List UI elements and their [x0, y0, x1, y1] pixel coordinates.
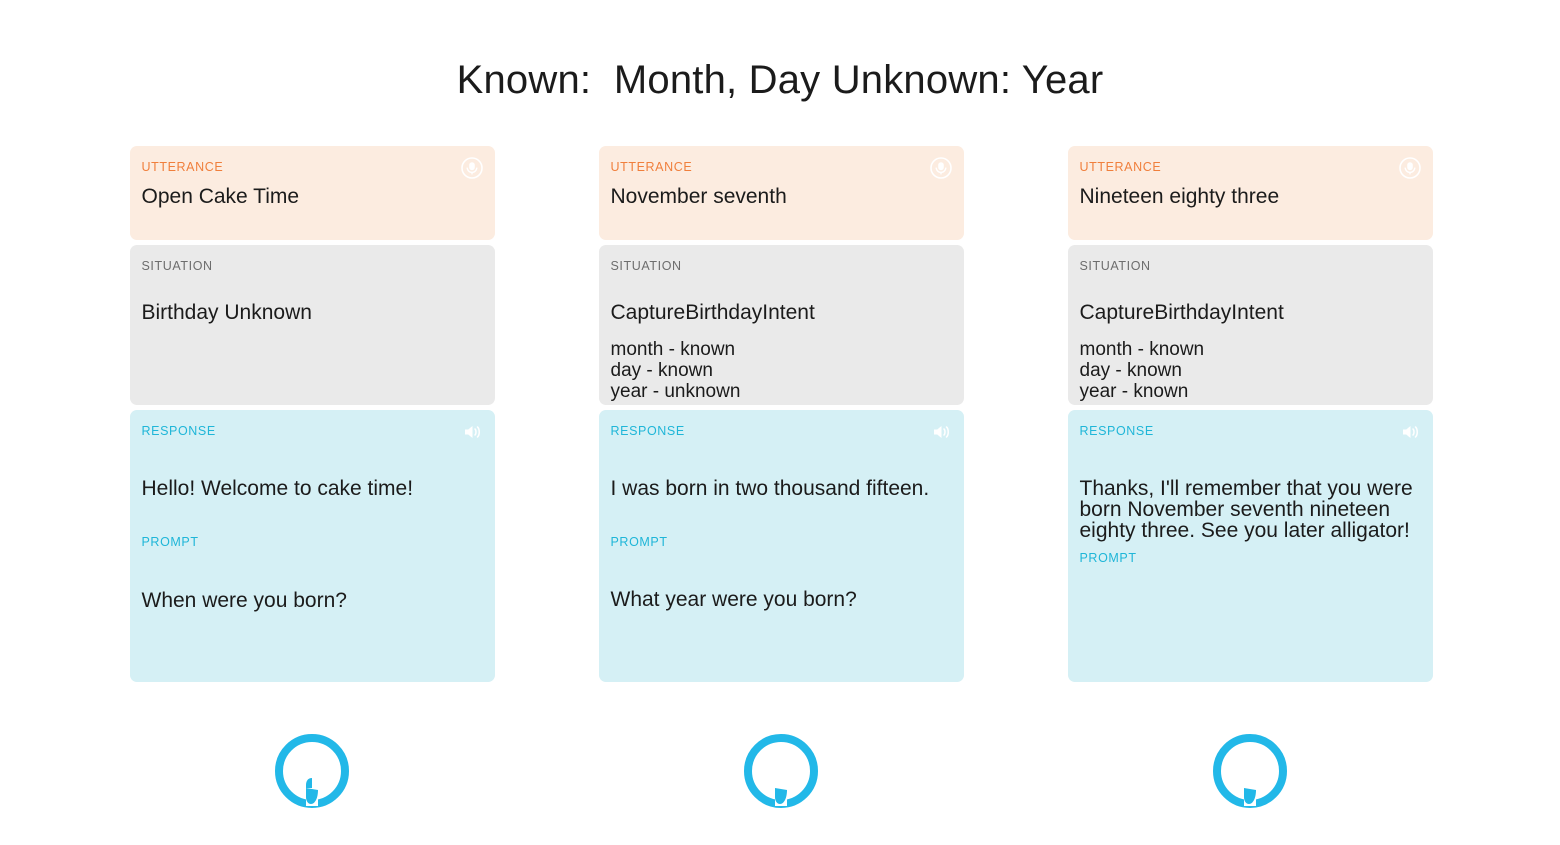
situation-label: SITUATION [610, 259, 682, 273]
mic-circle-icon [461, 157, 483, 179]
alexa-ring-icon [1211, 732, 1289, 810]
prompt-label: PROMPT [610, 535, 668, 549]
alexa-ring-icon [742, 732, 820, 810]
speaker-icon [930, 421, 952, 443]
prompt-text: When were you born? [141, 589, 347, 612]
device-ring-row [0, 732, 1560, 810]
conversation-column-2 [599, 146, 964, 682]
conversation-columns [0, 146, 1560, 682]
utterance-text: Nineteen eighty three [1079, 185, 1280, 208]
conversation-column-3 [1068, 146, 1433, 682]
response-card-1 [130, 410, 495, 682]
speaker-icon [1399, 421, 1421, 443]
page-title: Known: Month, Day Unknown: Year [456, 58, 1104, 102]
prompt-label: PROMPT [141, 535, 199, 549]
response-label: RESPONSE [1079, 424, 1154, 438]
prompt-text-spacer-1 [142, 535, 479, 613]
situation-label: SITUATION [141, 259, 213, 273]
utterance-card-2 [599, 146, 964, 240]
mic-circle-icon [930, 157, 952, 179]
response-card-3 [1068, 410, 1433, 682]
slot-item: day - known [610, 360, 713, 382]
mic-circle-icon [1399, 157, 1421, 179]
slot-list-2 [611, 339, 948, 402]
alexa-ring-icon [273, 732, 351, 810]
slot-item: year - unknown [610, 381, 741, 403]
slot-list-3 [1080, 339, 1417, 402]
prompt-label: PROMPT [1079, 551, 1137, 565]
utterance-label: UTTERANCE [610, 160, 693, 174]
speaker-icon [461, 421, 483, 443]
response-label: RESPONSE [141, 424, 216, 438]
prompt-block-3 [1080, 551, 1417, 565]
device-ring-slot-1 [130, 732, 495, 810]
utterance-label: UTTERANCE [1079, 160, 1162, 174]
response-label: RESPONSE [610, 424, 685, 438]
utterance-card-3 [1068, 146, 1433, 240]
situation-card-1 [130, 245, 495, 405]
response-text: Hello! Welcome to cake time! [141, 477, 414, 500]
situation-card-3 [1068, 245, 1433, 405]
slot-item: year - known [1079, 381, 1189, 403]
response-text: Thanks, I'll remember that you were born November seventh nineteen eighty three. See you later alligator! [1079, 477, 1413, 542]
response-card-2 [599, 410, 964, 682]
device-ring-slot-3 [1068, 732, 1433, 810]
prompt-block-2 [611, 535, 948, 612]
situation-label: SITUATION [1079, 259, 1151, 273]
conversation-column-1 [130, 146, 495, 682]
slot-item: month - known [1079, 339, 1205, 361]
utterance-text: November seventh [610, 185, 787, 208]
slot-item: day - known [1079, 360, 1182, 382]
situation-card-2 [599, 245, 964, 405]
situation-text: CaptureBirthdayIntent [610, 301, 815, 324]
utterance-label: UTTERANCE [141, 160, 224, 174]
prompt-text: What year were you born? [610, 588, 857, 611]
situation-text: Birthday Unknown [141, 301, 312, 324]
device-ring-slot-2 [599, 732, 964, 810]
slot-item: month - known [610, 339, 736, 361]
situation-text: CaptureBirthdayIntent [1079, 301, 1284, 324]
utterance-card-1 [130, 146, 495, 240]
response-text: I was born in two thousand fifteen. [610, 477, 930, 500]
utterance-text: Open Cake Time [141, 185, 300, 208]
